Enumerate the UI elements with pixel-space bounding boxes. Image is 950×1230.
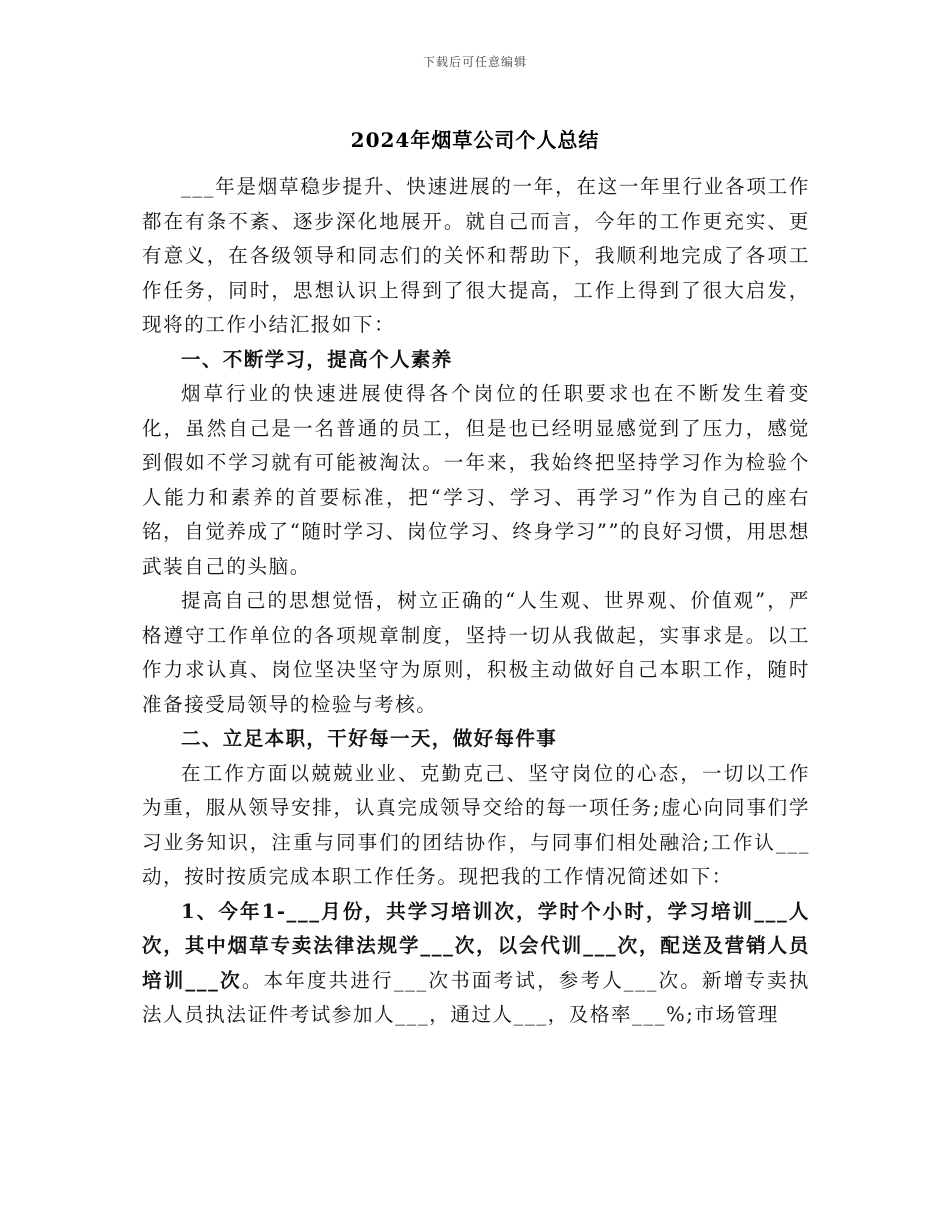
paragraph-4-bold: 1、今年1-___月份，共学习培训次，学时个小时，学习培训___人次，其中烟草专卖法律法规学___次，以会代训___次，配送及营销人员培训___次 [142, 899, 810, 992]
section-heading-2: 二、立足本职，干好每一天，做好每件事 [181, 727, 558, 750]
paragraph-3: 在工作方面以兢兢业业、克勤克己、坚守岗位的心态，一切以工作为重，服从领导安排，认真完成领导交给的每一项任务;虚心向同事们学习业务知识，注重与同事们的团结协作，与同事们相处融洽;工作认___动，按时按质完成本职工作任务。现把我的工作情况简述如下： [142, 761, 810, 888]
section-heading-1: 一、不断学习，提高个人素养 [181, 347, 453, 371]
document-body [142, 170, 810, 1033]
paragraph-4 [142, 895, 810, 1033]
page-header: 下载后可任意编辑 [422, 55, 527, 69]
paragraph-2: 提高自己的思想觉悟，树立正确的“人生观、世界观、价值观”，严格遵守工作单位的各项规章制度，坚持一切从我做起，实事求是。以工作力求认真、岗位坚决坚守为原则，积极主动做好自己本职工作，随时准备接受局领导的检验与考核。 [142, 589, 810, 716]
intro-paragraph: ___年是烟草稳步提升、快速进展的一年，在这一年里行业各项工作都在有条不紊、逐步深化地展开。就自己而言，今年的工作更充实、更有意义，在各级领导和同志们的关怀和帮助下，我顺利地完成了各项工作任务，同时，思想认识上得到了很大提高，工作上得到了很大启发，现将的工作小结汇报如下： [142, 175, 810, 336]
paragraph-4-rest: 。本年度共进行___次书面考试，参考人___次。新增专卖执法人员执法证件考试参加人___，通过人___，及格率___%;市场管理 [142, 968, 810, 1026]
paragraph-1: 烟草行业的快速进展使得各个岗位的任职要求也在不断发生着变化，虽然自己是一名普通的员工，但是也已经明显感觉到了压力，感觉到假如不学习就有可能被淘汰。一年来，我始终把坚持学习作为检验个人能力和素养的首要标准，把“学习、学习、再学习”作为自己的座右铭，自觉养成了“随时学习、岗位学习、终身学习””的良好习惯，用思想武装自己的头脑。 [142, 382, 810, 578]
document-title: 2024年烟草公司个人总结 [350, 128, 600, 152]
